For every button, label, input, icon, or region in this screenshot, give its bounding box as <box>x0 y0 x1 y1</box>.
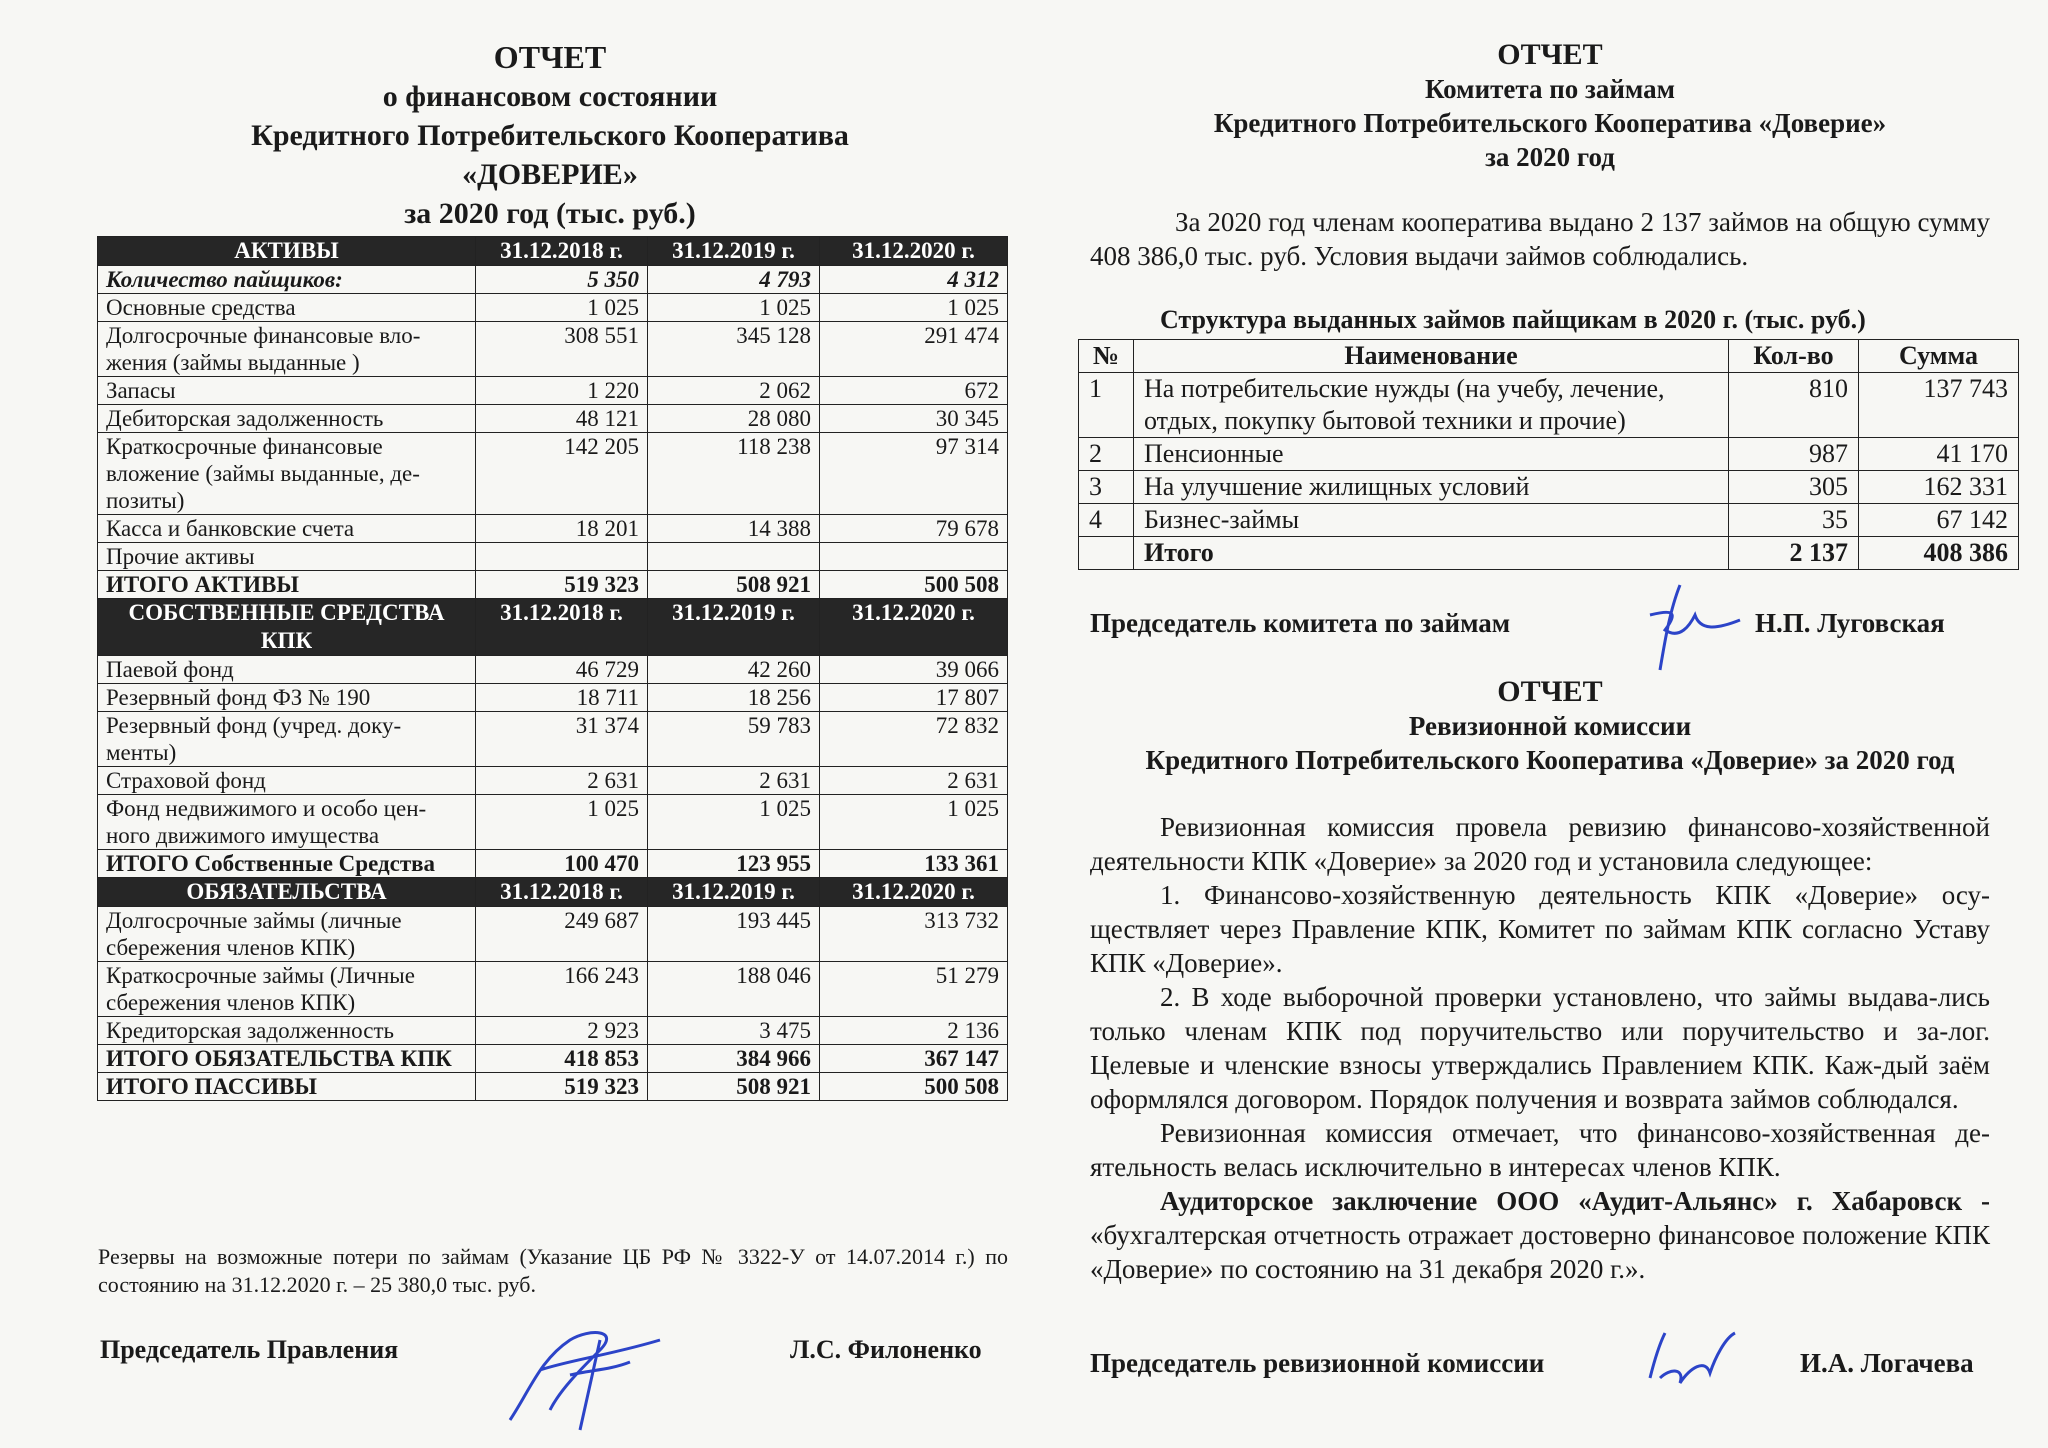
row-value: 345 128 <box>648 322 820 377</box>
row-label: ИТОГО ПАССИВЫ <box>98 1073 476 1101</box>
table-row <box>98 767 1008 795</box>
table-row <box>1079 373 2019 438</box>
section-date-header: 31.12.2018 г. <box>476 237 648 266</box>
row-value: 133 361 <box>820 850 1008 878</box>
row-value: 1 025 <box>648 294 820 322</box>
table-row <box>98 1017 1008 1045</box>
row-value: 1 220 <box>476 377 648 405</box>
section-header-row <box>98 599 1008 656</box>
row-value: 14 388 <box>648 515 820 543</box>
row-value: 3 475 <box>648 1017 820 1045</box>
row-sum: 67 142 <box>1859 504 2019 537</box>
table-row <box>98 543 1008 571</box>
column-header: Сумма <box>1859 340 2019 373</box>
row-label: ИТОГО ОБЯЗАТЕЛЬСТВА КПК <box>98 1045 476 1073</box>
board-chair-name: Л.С. Филоненко <box>790 1335 982 1364</box>
row-sum: 41 170 <box>1859 438 2019 471</box>
row-value: 519 323 <box>476 1073 648 1101</box>
section-title: АКТИВЫ <box>98 237 476 266</box>
section-header-row <box>98 237 1008 266</box>
row-value: 4 793 <box>648 266 820 294</box>
left-title-line-4: «ДОВЕРИЕ» <box>462 158 638 191</box>
row-value: 2 923 <box>476 1017 648 1045</box>
left-title-line-1: ОТЧЕТ <box>493 39 607 75</box>
row-label: Долгосрочные финансовые вло-жения (займы выданные ) <box>98 322 476 377</box>
section-date-header: 31.12.2020 г. <box>820 878 1008 907</box>
row-value: 118 238 <box>648 433 820 515</box>
loans-chair-role: Председатель комитета по займам <box>1090 608 1511 638</box>
table-row <box>98 907 1008 962</box>
row-name: На потребительские нужды (на учебу, лечение, отдых, покупку бытовой техники и прочие) <box>1134 373 1729 438</box>
row-value: 1 025 <box>648 795 820 850</box>
left-title-line-2: о финансовом состоянии <box>382 80 718 113</box>
section-date-header: 31.12.2018 г. <box>476 878 648 907</box>
financial-table <box>97 236 1008 1101</box>
row-name: На улучшение жилищных условий <box>1134 471 1729 504</box>
row-value: 2 631 <box>820 767 1008 795</box>
loans-table-title: Структура выданных займов пайщикам в 2020 г. (тыс. руб.) <box>1160 305 1866 334</box>
table-row <box>98 515 1008 543</box>
row-value: 519 323 <box>476 571 648 599</box>
row-value: 2 631 <box>648 767 820 795</box>
row-value: 59 783 <box>648 712 820 767</box>
row-value: 18 201 <box>476 515 648 543</box>
audit-chair-name: И.А. Логачева <box>1800 1348 1974 1378</box>
row-value: 72 832 <box>820 712 1008 767</box>
row-sum: 162 331 <box>1859 471 2019 504</box>
loans-header-row <box>1079 340 2019 373</box>
row-value: 500 508 <box>820 571 1008 599</box>
row-value <box>648 543 820 571</box>
row-name: Бизнес-займы <box>1134 504 1729 537</box>
section-date-header: 31.12.2019 г. <box>648 599 820 656</box>
board-chair-role: Председатель Правления <box>100 1335 399 1364</box>
row-label: Паевой фонд <box>98 656 476 684</box>
row-value: 500 508 <box>820 1073 1008 1101</box>
row-value: 1 025 <box>476 795 648 850</box>
row-value: 291 474 <box>820 322 1008 377</box>
audit-report-title <box>1080 675 2020 777</box>
row-sum: 137 743 <box>1859 373 2019 438</box>
row-label: Кредиторская задолженность <box>98 1017 476 1045</box>
section-date-header: 31.12.2018 г. <box>476 599 648 656</box>
row-value: 672 <box>820 377 1008 405</box>
row-label: Долгосрочные займы (личные сбережения членов КПК) <box>98 907 476 962</box>
section-title: СОБСТВЕННЫЕ СРЕДСТВА КПК <box>98 599 476 656</box>
column-header: Наименование <box>1134 340 1729 373</box>
row-value: 193 445 <box>648 907 820 962</box>
column-header: № <box>1079 340 1134 373</box>
row-value: 367 147 <box>820 1045 1008 1073</box>
table-row <box>98 1073 1008 1101</box>
row-value: 2 062 <box>648 377 820 405</box>
row-value: 30 345 <box>820 405 1008 433</box>
row-number: 1 <box>1079 373 1134 438</box>
total-label: Итого <box>1134 537 1729 570</box>
table-row <box>98 433 1008 515</box>
row-value: 2 136 <box>820 1017 1008 1045</box>
row-value: 2 631 <box>476 767 648 795</box>
table-row <box>98 405 1008 433</box>
loans-title-line-2: Комитета по займам <box>1424 74 1676 104</box>
row-label: Резервный фонд ФЗ № 190 <box>98 684 476 712</box>
loans-title-line-1: ОТЧЕТ <box>1497 38 1603 71</box>
row-value: 51 279 <box>820 962 1008 1017</box>
table-row <box>98 850 1008 878</box>
row-value: 1 025 <box>476 294 648 322</box>
row-value: 79 678 <box>820 515 1008 543</box>
row-value: 18 256 <box>648 684 820 712</box>
table-row <box>98 684 1008 712</box>
row-value: 123 955 <box>648 850 820 878</box>
loans-chair-signature <box>1620 570 1750 680</box>
row-count: 35 <box>1729 504 1859 537</box>
audit-title-line-2: Ревизионной комиссии <box>1408 711 1692 741</box>
row-value: 39 066 <box>820 656 1008 684</box>
row-value: 5 350 <box>476 266 648 294</box>
table-row <box>98 571 1008 599</box>
section-header-row <box>98 878 1008 907</box>
row-value: 508 921 <box>648 571 820 599</box>
row-value: 28 080 <box>648 405 820 433</box>
row-value: 308 551 <box>476 322 648 377</box>
row-value: 17 807 <box>820 684 1008 712</box>
row-value: 100 470 <box>476 850 648 878</box>
audit-paragraph-5 <box>1090 1184 1990 1286</box>
table-row <box>1079 438 2019 471</box>
section-date-header: 31.12.2020 г. <box>820 599 1008 656</box>
total-count: 2 137 <box>1729 537 1859 570</box>
section-date-header: 31.12.2019 г. <box>648 237 820 266</box>
audit-conclusion-source: Аудиторское заключение ООО «Аудит-Альянс» г. Хабаровск - <box>1160 1186 1990 1216</box>
audit-chair-role: Председатель ревизионной комиссии <box>1090 1348 1545 1378</box>
row-value: 142 205 <box>476 433 648 515</box>
loans-title-line-4: за 2020 год <box>1485 142 1615 172</box>
row-label: Краткосрочные финансовые вложение (займы выданные, де-позиты) <box>98 433 476 515</box>
row-value: 166 243 <box>476 962 648 1017</box>
audit-chair-signature <box>1630 1318 1750 1408</box>
row-value: 42 260 <box>648 656 820 684</box>
column-header: Кол-во <box>1729 340 1859 373</box>
table-row <box>1079 471 2019 504</box>
row-count: 305 <box>1729 471 1859 504</box>
row-value: 97 314 <box>820 433 1008 515</box>
audit-title-line-1: ОТЧЕТ <box>1497 675 1603 708</box>
audit-title-line-3: Кредитного Потребительского Кооператива «Доверие» за 2020 год <box>1145 745 1955 775</box>
row-value: 1 025 <box>820 294 1008 322</box>
section-title: ОБЯЗАТЕЛЬСТВА <box>98 878 476 907</box>
table-row <box>98 1045 1008 1073</box>
loans-title-line-3: Кредитного Потребительского Кооператива «Доверие» <box>1213 108 1887 138</box>
table-row <box>98 266 1008 294</box>
row-label: Краткосрочные займы (Личные сбережения членов КПК) <box>98 962 476 1017</box>
total-number <box>1079 537 1134 570</box>
row-label: Запасы <box>98 377 476 405</box>
audit-paragraph-1: Ревизионная комиссия провела ревизию финансово-хозяйственной деятельности КПК «Доверие» за 2020 год и установила следующее: <box>1090 812 1990 876</box>
row-value: 313 732 <box>820 907 1008 962</box>
audit-paragraph-3: 2. В ходе выборочной проверки установлено, что займы выдава-лись только членам КПК под поручительство или поручительство и за-лог. Целевые и членские взносы утверждались Правлением КПК. Каж-дый заём оформлялся договором. Порядок получения и возврата займов соблюдался. <box>1090 982 1990 1114</box>
audit-paragraph-2: 1. Финансово-хозяйственную деятельность КПК «Доверие» осу-ществляет через Правление КПК, Комитет по займам КПК согласно Уставу КПК «Доверие». <box>1090 880 1990 978</box>
row-label: Основные средства <box>98 294 476 322</box>
audit-conclusion-text: «бухгалтерская отчетность отражает достоверно финансовое положение КПК «Доверие» по состоянию на 31 декабря 2020 г.». <box>1090 1220 1990 1284</box>
row-label: Страховой фонд <box>98 767 476 795</box>
row-label: ИТОГО Собственные Средства <box>98 850 476 878</box>
row-value: 46 729 <box>476 656 648 684</box>
row-number: 2 <box>1079 438 1134 471</box>
table-row <box>98 322 1008 377</box>
total-sum: 408 386 <box>1859 537 2019 570</box>
row-value: 249 687 <box>476 907 648 962</box>
left-title-line-5: за 2020 год (тыс. руб.) <box>404 197 696 230</box>
row-value: 48 121 <box>476 405 648 433</box>
loans-chair-name: Н.П. Луговская <box>1755 608 1945 638</box>
row-label: Количество пайщиков: <box>98 266 476 294</box>
row-value <box>476 543 648 571</box>
reserves-note: Резервы на возможные потери по займам (Указание ЦБ РФ № 3322-У от 14.07.2014 г.) по состоянию на 31.12.2020 г. – 25 380,0 тыс. руб. <box>98 1244 1008 1297</box>
section-date-header: 31.12.2020 г. <box>820 237 1008 266</box>
row-count: 987 <box>1729 438 1859 471</box>
table-row <box>1079 504 2019 537</box>
left-report-title <box>120 38 980 233</box>
audit-paragraph-4: Ревизионная комиссия отмечает, что финансово-хозяйственная де-ятельность велась исключительно в интересах членов КПК. <box>1090 1118 1990 1182</box>
table-row <box>98 962 1008 1017</box>
row-label: ИТОГО АКТИВЫ <box>98 571 476 599</box>
row-label: Касса и банковские счета <box>98 515 476 543</box>
row-value: 4 312 <box>820 266 1008 294</box>
row-value: 188 046 <box>648 962 820 1017</box>
row-number: 4 <box>1079 504 1134 537</box>
row-value: 508 921 <box>648 1073 820 1101</box>
table-row <box>98 377 1008 405</box>
section-date-header: 31.12.2019 г. <box>648 878 820 907</box>
table-row <box>98 795 1008 850</box>
row-name: Пенсионные <box>1134 438 1729 471</box>
row-value: 418 853 <box>476 1045 648 1073</box>
row-value <box>820 543 1008 571</box>
total-row <box>1079 537 2019 570</box>
row-label: Фонд недвижимого и особо цен-ного движимого имущества <box>98 795 476 850</box>
row-label: Резервный фонд (учред. доку-менты) <box>98 712 476 767</box>
row-value: 18 711 <box>476 684 648 712</box>
row-label: Дебиторская задолженность <box>98 405 476 433</box>
loans-report-title <box>1080 38 2020 174</box>
row-number: 3 <box>1079 471 1134 504</box>
table-row <box>98 712 1008 767</box>
row-value: 384 966 <box>648 1045 820 1073</box>
row-label: Прочие активы <box>98 543 476 571</box>
audit-body <box>1090 810 1990 1286</box>
loans-intro: За 2020 год членам кооператива выдано 2 137 займов на общую сумму 408 386,0 тыс. руб. Условия выдачи займов соблюдались. <box>1090 207 1990 271</box>
left-title-line-3: Кредитного Потребительского Кооператива <box>251 119 849 152</box>
board-chair-signature <box>480 1300 720 1440</box>
row-value: 1 025 <box>820 795 1008 850</box>
table-row <box>98 656 1008 684</box>
table-row <box>98 294 1008 322</box>
row-count: 810 <box>1729 373 1859 438</box>
row-value: 31 374 <box>476 712 648 767</box>
loans-table <box>1078 339 2019 570</box>
